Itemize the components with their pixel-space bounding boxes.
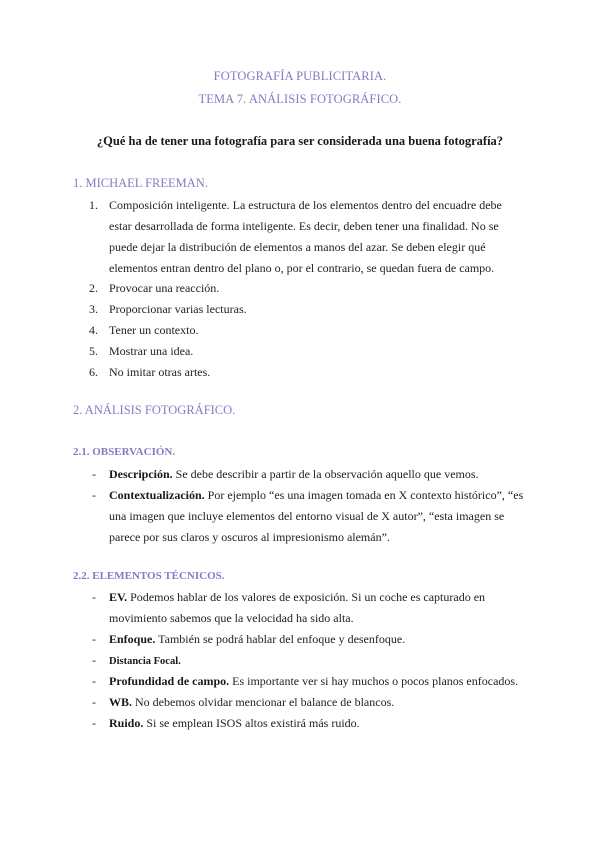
- document-title: FOTOGRAFÍA PUBLICITARIA.: [213, 69, 387, 83]
- list-item-text: Mostrar una idea.: [109, 344, 194, 358]
- list-number: 2.: [89, 281, 98, 295]
- list-dash: -: [92, 653, 96, 667]
- term-label: Distancia Focal.: [109, 656, 181, 667]
- list-item-text: Proporcionar varias lecturas.: [109, 302, 247, 316]
- text-line: puede dejar la distribución de elementos a manos del azar. Se deben elegir qué: [109, 240, 486, 254]
- subsection-heading-elementos-tecnicos: 2.2. ELEMENTOS TÉCNICOS.: [73, 570, 225, 582]
- term-label: EV.: [109, 590, 128, 604]
- list-number: 4.: [89, 323, 98, 337]
- list-item-text: No imitar otras artes.: [109, 365, 211, 379]
- list-dash: -: [92, 674, 96, 688]
- list-item-text: [109, 464, 529, 485]
- list-dash: -: [92, 488, 96, 502]
- list-dash: -: [92, 716, 96, 730]
- section-heading-analisis: 2. ANÁLISIS FOTOGRÁFICO.: [73, 403, 236, 417]
- text-line: Composición inteligente. La estructura de los elementos dentro del encuadre debe: [109, 198, 502, 212]
- guiding-question: ¿Qué ha de tener una fotografía para ser considerada una buena fotografía?: [96, 134, 504, 148]
- list-number: 3.: [89, 302, 98, 316]
- term-label: Profundidad de campo.: [109, 674, 230, 688]
- subsection-heading-observacion: 2.1. OBSERVACIÓN.: [73, 446, 176, 458]
- list-item-text: [109, 485, 529, 548]
- list-item-text: Provocar una reacción.: [109, 281, 220, 295]
- list-number: 1.: [89, 198, 98, 212]
- term-label: WB.: [109, 695, 133, 709]
- list-dash: -: [92, 695, 96, 709]
- list-dash: -: [92, 590, 96, 604]
- list-item-text: [109, 629, 529, 650]
- text-line: elementos entran dentro del plano o, por el contrario, se quedan fuera de campo.: [109, 261, 495, 275]
- term-description: Por ejemplo “es una imagen tomada en X contexto histórico”, “es: [204, 488, 524, 502]
- term-description: Se debe describir a partir de la observación aquello que vemos.: [172, 467, 479, 481]
- term-label: Ruido.: [109, 716, 144, 730]
- list-item-text: [109, 692, 529, 713]
- text-line: movimiento sabemos que la velocidad ha sido alta.: [109, 611, 354, 625]
- document-subtitle: TEMA 7. ANÁLISIS FOTOGRÁFICO.: [198, 92, 402, 106]
- term-label: Contextualización.: [109, 488, 205, 502]
- list-dash: -: [92, 467, 96, 481]
- section-heading-michael-freeman: 1. MICHAEL FREEMAN.: [73, 176, 208, 190]
- term-label: Enfoque.: [109, 632, 156, 646]
- list-number: 5.: [89, 344, 98, 358]
- list-item-text: [109, 713, 529, 734]
- list-dash: -: [92, 632, 96, 646]
- list-number: 6.: [89, 365, 98, 379]
- list-item-text: [109, 650, 529, 672]
- text-line: una imagen que incluye elementos del entorno visual de X autor”, “esta imagen se: [109, 509, 505, 523]
- term-description: Es importante ver si hay muchos o pocos planos enfocados.: [229, 674, 519, 688]
- text-line: estar desarrollada de forma inteligente. Es decir, deben tener una finalidad. No se: [109, 219, 499, 233]
- term-label: Descripción.: [109, 467, 173, 481]
- term-description: Podemos hablar de los valores de exposición. Si un coche es capturado en: [127, 590, 486, 604]
- text-line: parece por sus claros y oscuros al impresionismo alemán”.: [109, 530, 390, 544]
- list-item-text: [109, 195, 529, 279]
- term-description: No debemos olvidar mencionar el balance de blancos.: [132, 695, 395, 709]
- list-item-text: [109, 671, 529, 692]
- list-item-text: [109, 587, 529, 629]
- list-item-text: Tener un contexto.: [109, 323, 199, 337]
- term-description: También se podrá hablar del enfoque y desenfoque.: [155, 632, 406, 646]
- term-description: Si se emplean ISOS altos existirá más ruido.: [143, 716, 360, 730]
